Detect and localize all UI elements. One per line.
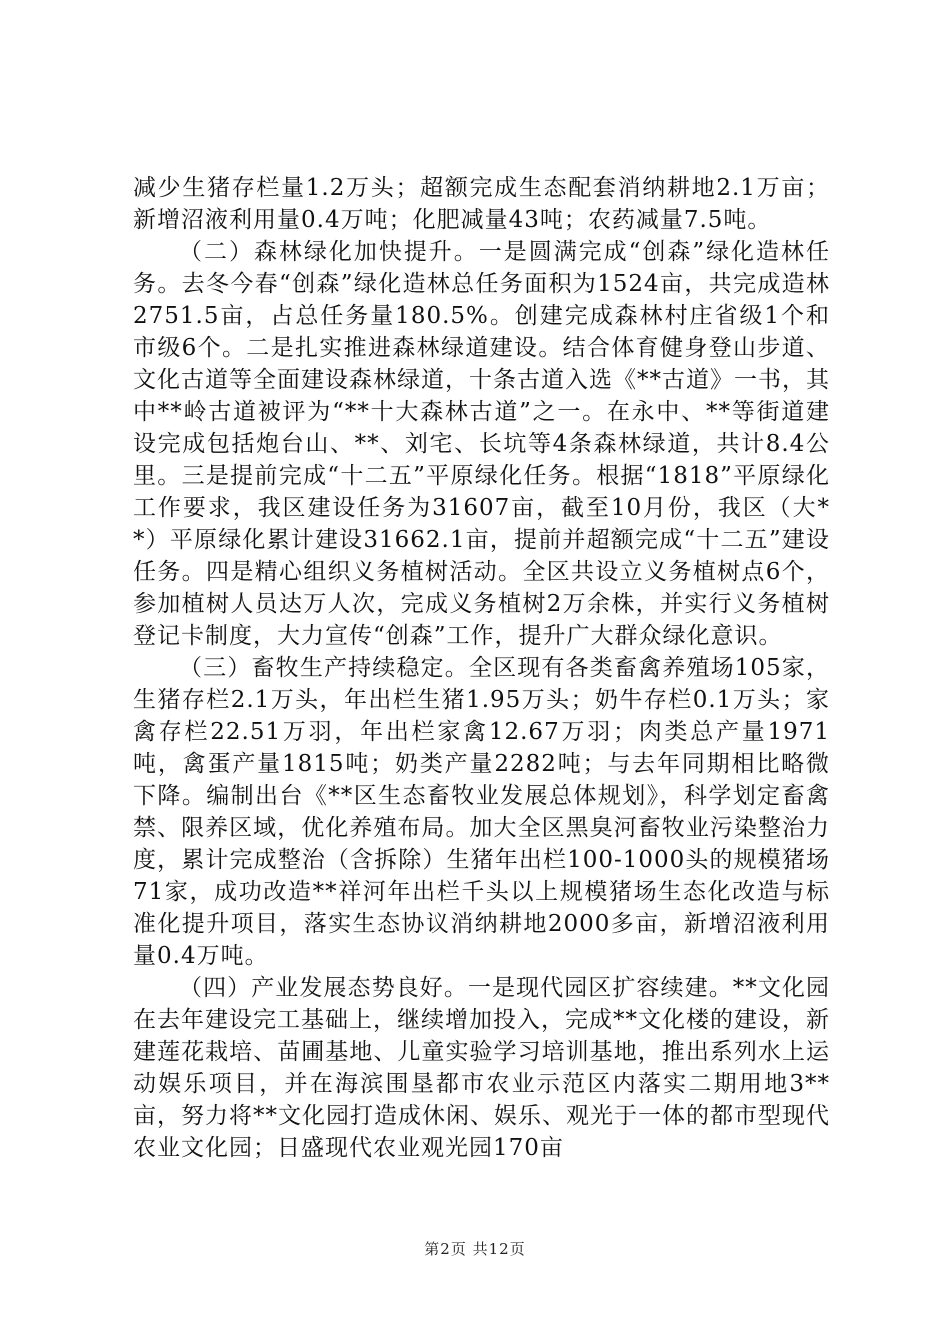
paragraph-livestock: （三）畜牧生产持续稳定。全区现有各类畜禽养殖场105家，生猪存栏2.1万头，年出栏生猪1.95万头；奶牛存栏0.1万头；家禽存栏22.51万羽，年出栏家禽12.67万羽；肉类总产量1971吨，禽蛋产量1815吨；奶类产量2282吨；与去年同期相比略微下降。编制出台《**区生态畜牧业发展总体规划》，科学划定畜禽禁、限养区域，优化养殖布局。加大全区黑臭河畜牧业污染整治力度，累计完成整治（含拆除）生猪年出栏100-1000头的规模猪场71家，成功改造**祥河年出栏千头以上规模猪场生态化改造与标准化提升项目，落实生态协议消纳耕地2000多亩，新增沼液利用量0.4万吨。 — [133, 655, 830, 969]
document-body — [133, 172, 830, 1164]
paragraph-continuation: 减少生猪存栏量1.2万头；超额完成生态配套消纳耕地2.1万亩；新增沼液利用量0.4万吨；化肥减量43吨；农药减量7.5吨。 — [133, 175, 830, 233]
page-number-footer: 第2页 共12页 — [424, 1240, 526, 1258]
paragraph-forest-greening: （二）森林绿化加快提升。一是圆满完成“创森”绿化造林任务。去冬今春“创森”绿化造林总任务面积为1524亩，共完成造林2751.5亩，占总任务量180.5%。创建完成森林村庄省级1个和市级6个。二是扎实推进森林绿道建设。结合体育健身登山步道、文化古道等全面建设森林绿道，十条古道入选《**古道》一书，其中**岭古道被评为“**十大森林古道”之一。在永中、**等街道建设完成包括炮台山、**、刘宅、长坑等4条森林绿道，共计8.4公里。三是提前完成“十二五”平原绿化任务。根据“1818”平原绿化工作要求，我区建设任务为31607亩，截至10月份，我区（大**）平原绿化累计建设31662.1亩，提前并超额完成“十二五”建设任务。四是精心组织义务植树活动。全区共设立义务植树点6个，参加植树人员达万人次，完成义务植树2万余株，并实行义务植树登记卡制度，大力宣传“创森”工作，提升广大群众绿化意识。 — [133, 239, 830, 649]
paragraph-industry: （四）产业发展态势良好。一是现代园区扩容续建。**文化园在去年建设完工基础上，继续增加投入，完成**文化楼的建设，新建莲花栽培、苗圃基地、儿童实验学习培训基地，推出系列水上运动娱乐项目，并在海滨围垦都市农业示范区内落实二期用地3**亩，努力将**文化园打造成休闲、娱乐、观光于一体的都市型现代农业文化园；日盛现代农业观光园170亩 — [133, 975, 830, 1161]
